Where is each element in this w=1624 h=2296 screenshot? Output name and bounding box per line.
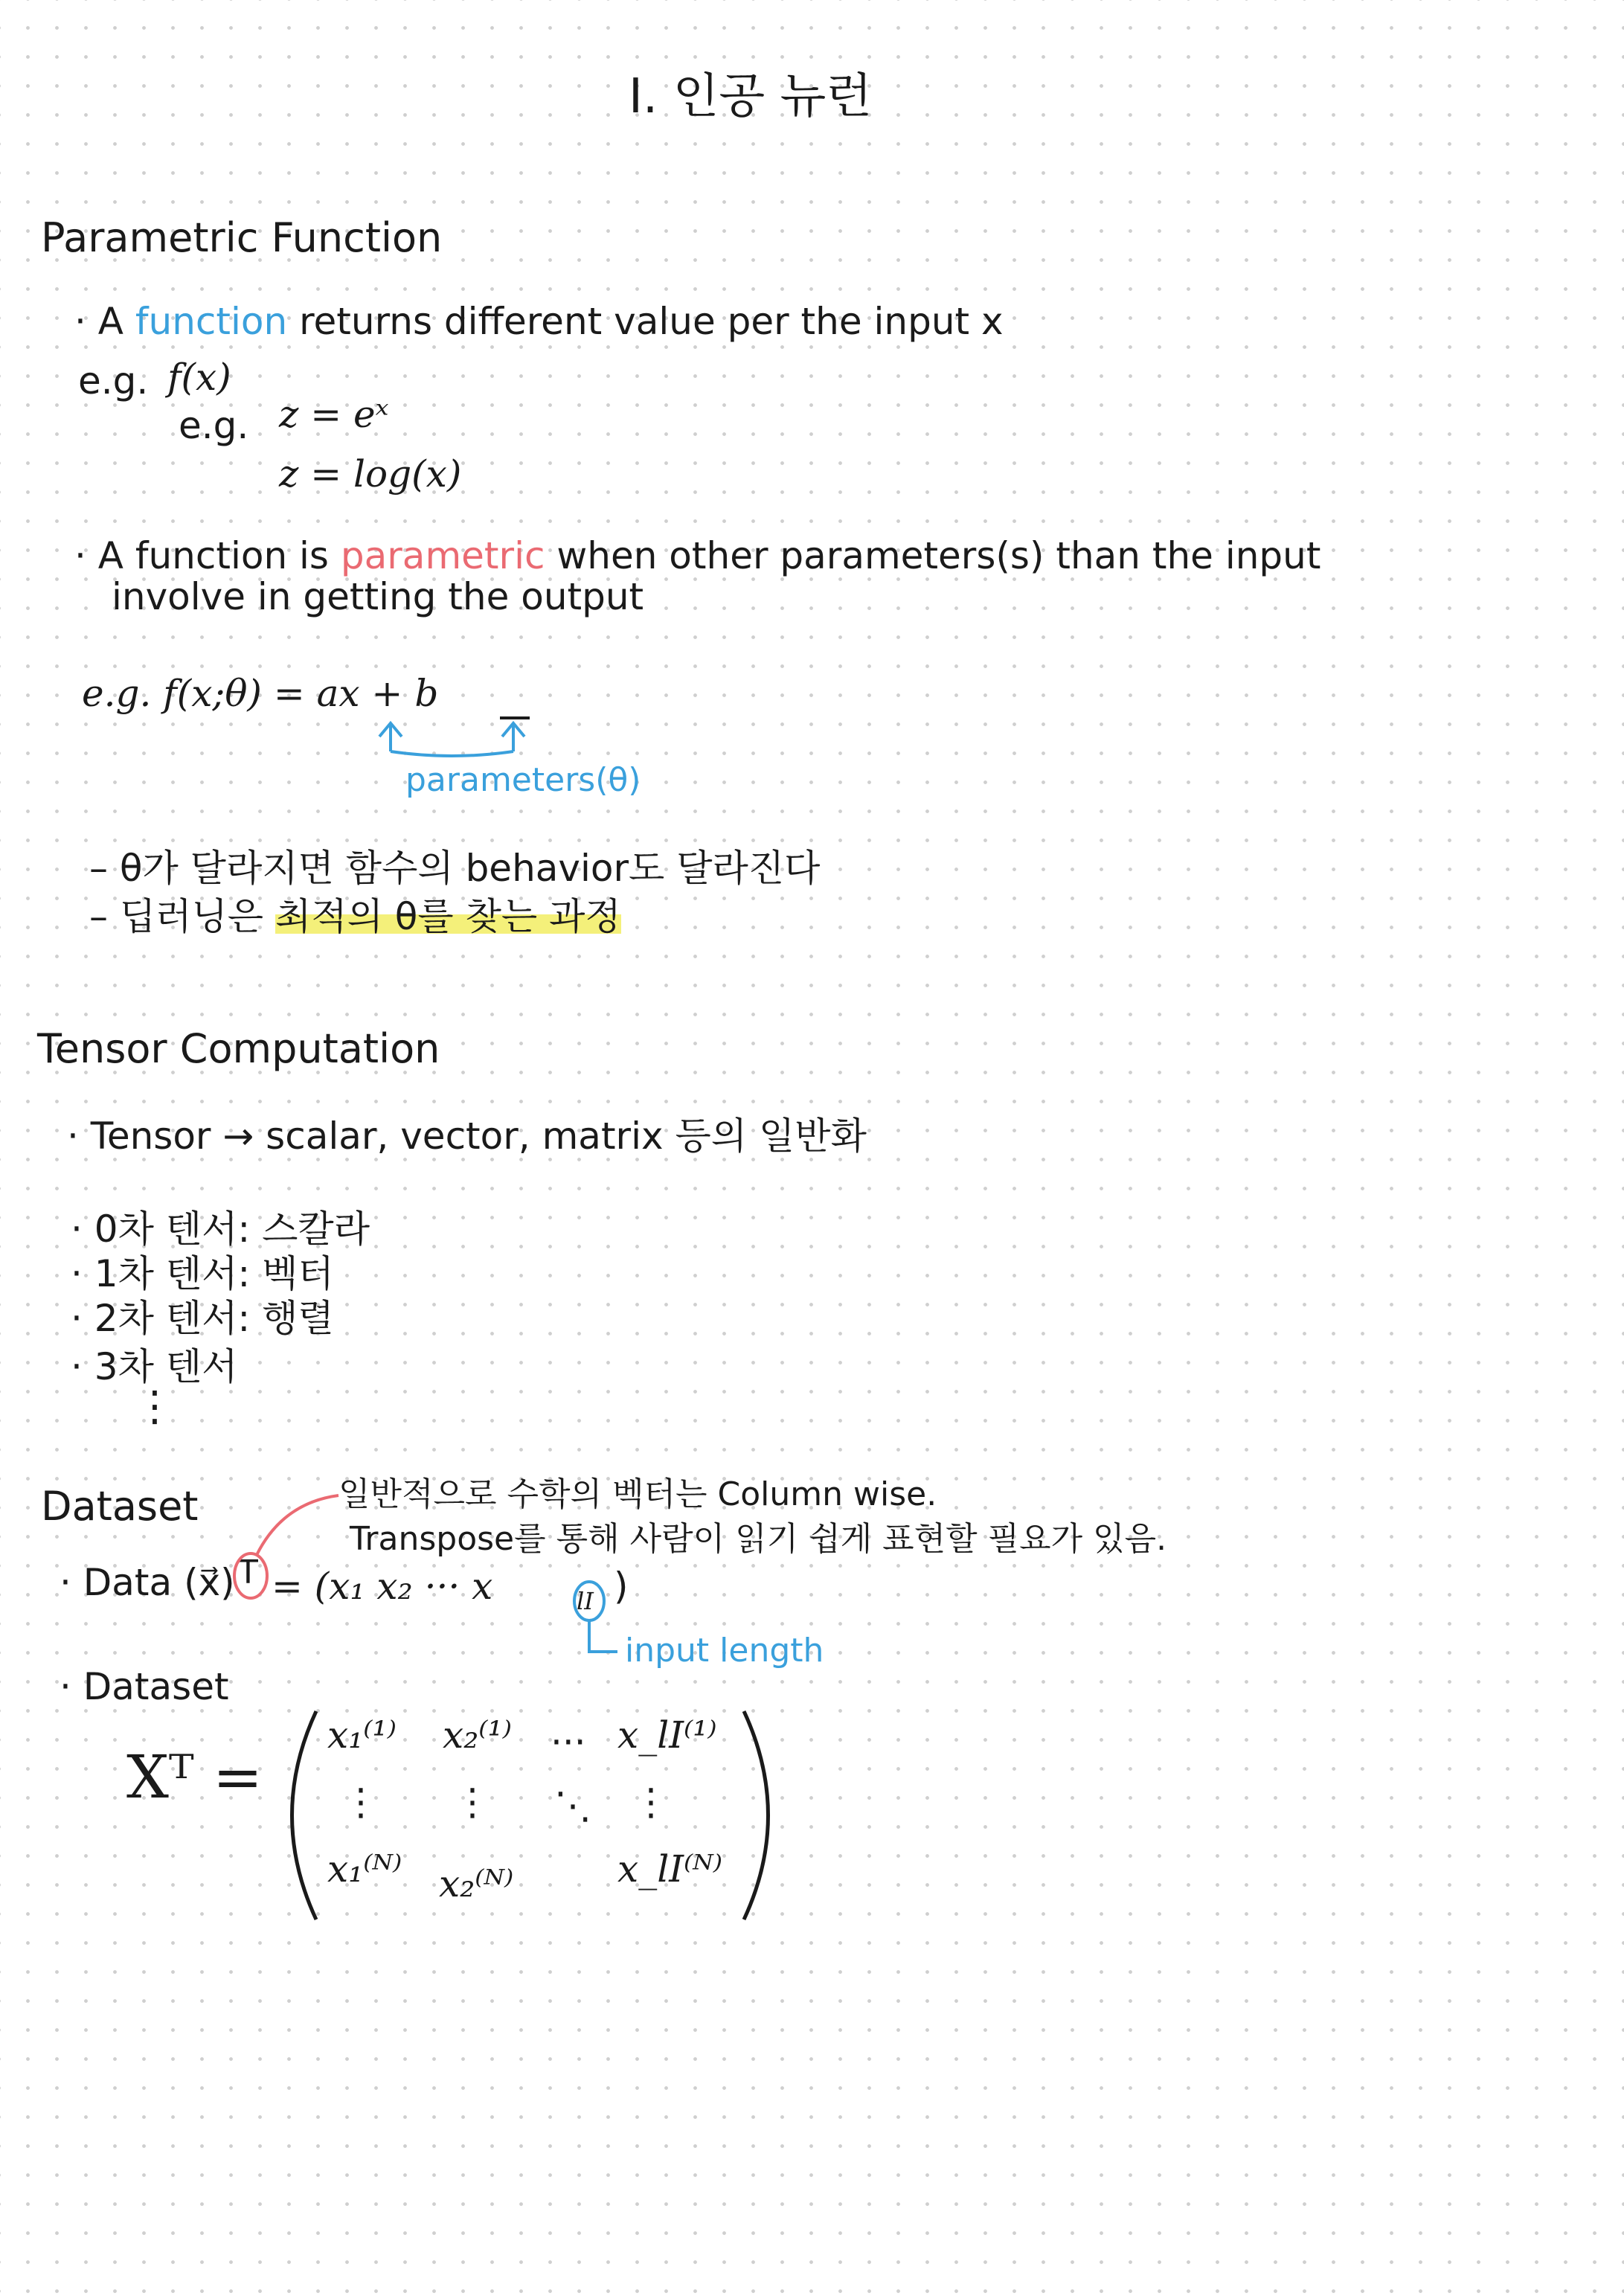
matrix-cell: x₁⁽ᴺ⁾ xyxy=(327,1847,402,1891)
matrix-cell: x_lI⁽¹⁾ xyxy=(617,1713,717,1757)
parameters-note: parameters(θ) xyxy=(405,761,641,799)
matrix-left-paren xyxy=(292,1711,317,1920)
dash-note-2-prefix: – 딥러닝은 xyxy=(89,895,264,938)
equation-exp: z = eˣ xyxy=(279,393,389,436)
tensor-item-3: · 3차 텐서 xyxy=(71,1345,238,1388)
matrix-cell: ⋮ xyxy=(454,1780,491,1824)
dash-note-1: – θ가 달라지면 함수의 behavior도 달라진다 xyxy=(89,847,821,890)
bullet-parametric-line xyxy=(74,536,1320,577)
bullet-prefix: · A xyxy=(74,300,123,343)
page-title: I. 인공 뉴런 xyxy=(629,69,873,124)
pointer-input-length xyxy=(589,1620,617,1652)
matrix-cell: ⋱ xyxy=(554,1784,591,1827)
dataset-bullet: · Dataset xyxy=(60,1665,229,1708)
arrow-to-b xyxy=(502,723,524,751)
superscript-T: T xyxy=(238,1553,258,1591)
matrix-cell: x₁⁽¹⁾ xyxy=(327,1713,397,1757)
matrix-cell: ⋮ xyxy=(342,1780,379,1824)
data-vector-expr: = (x₁ x₂ ··· x xyxy=(272,1565,493,1608)
bracket-params xyxy=(391,751,513,756)
bullet-rest: returns different value per the input x xyxy=(299,300,1004,343)
heading-parametric-function: Parametric Function xyxy=(41,214,443,261)
tensor-ellipsis: ⋮ xyxy=(134,1382,176,1431)
heading-tensor-computation: Tensor Computation xyxy=(37,1025,440,1072)
bullet-parametric-line2: involve in getting the output xyxy=(112,575,644,618)
input-length-note: input length xyxy=(625,1632,824,1670)
matrix-cell: x₂⁽ᴺ⁾ xyxy=(439,1862,514,1905)
bullet-rest-2: when other parameters(s) than the input xyxy=(556,534,1321,577)
matrix-cell: x₂⁽¹⁾ xyxy=(443,1713,512,1757)
bullet-function-line xyxy=(74,301,1004,342)
matrix-cell: ··· xyxy=(551,1721,586,1764)
arrow-to-a xyxy=(379,723,402,751)
tensor-item-1: · 1차 텐서: 벡터 xyxy=(71,1252,334,1295)
eg-label-2: e.g. xyxy=(179,404,249,447)
matrix-lhs: Xᵀ = xyxy=(126,1742,263,1812)
data-label: · Data (x⃗) xyxy=(60,1561,235,1604)
data-subscript-li: lI xyxy=(577,1587,594,1615)
highlighted-phrase: 최적의 θ를 찾는 과정 xyxy=(275,895,621,938)
note-transpose: Transpose를 통해 사람이 읽기 쉽게 표현할 필요가 있음. xyxy=(350,1520,1167,1558)
data-close-paren: ) xyxy=(614,1565,629,1608)
function-keyword: function xyxy=(135,300,288,343)
eg-expr-fx: f(x) xyxy=(167,356,231,399)
heading-dataset: Dataset xyxy=(41,1483,199,1530)
matrix-cell: x_lI⁽ᴺ⁾ xyxy=(617,1847,723,1891)
connector-note xyxy=(257,1495,338,1555)
note-column-wise: 일반적으로 수학의 벡터는 Column wise. xyxy=(338,1475,937,1513)
eg-label-1: e.g. xyxy=(78,359,149,403)
matrix-cell: ⋮ xyxy=(632,1780,670,1824)
dash-note-2 xyxy=(89,897,621,937)
matrix-right-paren xyxy=(744,1711,768,1920)
bullet-prefix-2: · A function is xyxy=(74,534,329,577)
tensor-item-2: · 2차 텐서: 행렬 xyxy=(71,1297,334,1340)
equation-log: z = log(x) xyxy=(279,452,462,496)
parametric-keyword: parametric xyxy=(340,534,545,577)
equation-linear: e.g. f(x;θ) = ax + b xyxy=(82,672,439,715)
tensor-item-0: · 0차 텐서: 스칼라 xyxy=(71,1208,370,1251)
tensor-bullet: · Tensor → scalar, vector, matrix 등의 일반화 xyxy=(67,1115,867,1158)
